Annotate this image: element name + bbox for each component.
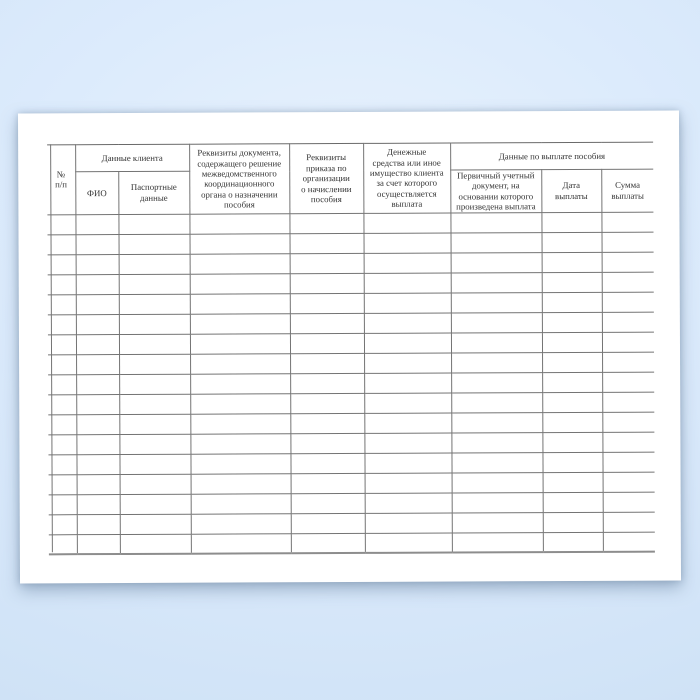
empty-cell [290, 433, 364, 453]
table-row [48, 412, 654, 435]
empty-cell [543, 472, 603, 492]
empty-cell [76, 414, 119, 434]
empty-cell [364, 253, 451, 273]
empty-cell [542, 312, 602, 332]
table-row [49, 532, 655, 555]
empty-cell [120, 474, 191, 494]
empty-cell [189, 213, 289, 233]
empty-cell [119, 434, 190, 454]
empty-cell [191, 533, 291, 553]
empty-cell [191, 473, 291, 493]
empty-cell [48, 454, 76, 474]
col-header-fio: ФИО [75, 172, 118, 215]
empty-cell [542, 432, 602, 452]
empty-cell [191, 513, 291, 533]
empty-cell [291, 533, 365, 553]
empty-cell [190, 393, 290, 413]
empty-cell [365, 513, 452, 533]
col-header-payment-sum: Сумма выплаты [601, 169, 653, 212]
empty-cell [48, 434, 76, 454]
empty-cell [119, 414, 190, 434]
empty-cell [119, 394, 190, 414]
empty-cell [290, 453, 364, 473]
empty-cell [77, 514, 120, 534]
col-header-document-details: Реквизиты документа, содержащего решение межведомственного координационного органа о назначении пособия [189, 144, 289, 214]
empty-cell [364, 393, 451, 413]
empty-cell [76, 254, 119, 274]
empty-cell [119, 274, 190, 294]
empty-cell [190, 373, 290, 393]
empty-cell [364, 313, 451, 333]
empty-cell [451, 432, 542, 452]
empty-cell [542, 292, 602, 312]
empty-cell [48, 254, 76, 274]
empty-cell [364, 233, 451, 253]
table-header [47, 142, 653, 214]
empty-cell [290, 393, 364, 413]
col-header-primary-document: Первичный учетный документ, на основании которого произведена выплата [450, 170, 541, 213]
empty-cell [451, 232, 542, 252]
empty-cell [602, 272, 654, 292]
empty-cell [290, 373, 364, 393]
empty-cell [451, 452, 542, 472]
empty-cell [48, 414, 76, 434]
empty-cell [119, 234, 190, 254]
empty-cell [119, 314, 190, 334]
empty-cell [291, 473, 365, 493]
empty-cell [190, 253, 290, 273]
empty-cell [603, 472, 655, 492]
empty-cell [542, 232, 602, 252]
empty-cell [48, 294, 76, 314]
empty-cell [119, 254, 190, 274]
table-row [48, 232, 654, 255]
empty-cell [364, 373, 451, 393]
empty-cell [190, 413, 290, 433]
empty-cell [451, 372, 542, 392]
empty-cell [602, 292, 654, 312]
empty-cell [542, 452, 602, 472]
empty-cell [48, 274, 76, 294]
empty-cell [451, 292, 542, 312]
empty-cell [364, 293, 451, 313]
empty-cell [450, 212, 541, 232]
empty-cell [290, 293, 364, 313]
empty-cell [602, 312, 654, 332]
empty-cell [543, 492, 603, 512]
empty-cell [76, 454, 119, 474]
table-row [48, 272, 654, 295]
empty-cell [76, 274, 119, 294]
table-row [49, 492, 655, 515]
table-row [47, 212, 653, 235]
empty-cell [542, 412, 602, 432]
empty-cell [602, 452, 654, 472]
empty-cell [191, 493, 291, 513]
empty-cell [452, 492, 543, 512]
table-row [48, 352, 654, 375]
empty-cell [290, 273, 364, 293]
empty-cell [601, 212, 653, 232]
empty-cell [602, 432, 654, 452]
empty-cell [451, 332, 542, 352]
empty-cell [120, 534, 191, 554]
paper-sheet [18, 111, 681, 584]
empty-cell [364, 413, 451, 433]
empty-cell [364, 433, 451, 453]
empty-cell [542, 372, 602, 392]
empty-cell [603, 512, 655, 532]
empty-cell [542, 272, 602, 292]
empty-cell [119, 354, 190, 374]
empty-cell [603, 532, 655, 552]
table-row [48, 452, 654, 475]
empty-cell [451, 412, 542, 432]
empty-cell [542, 332, 602, 352]
empty-cell [190, 313, 290, 333]
empty-cell [542, 252, 602, 272]
empty-cell [451, 392, 542, 412]
empty-cell [76, 394, 119, 414]
empty-cell [542, 392, 602, 412]
empty-cell [291, 493, 365, 513]
empty-cell [289, 213, 363, 233]
empty-cell [120, 514, 191, 534]
empty-cell [542, 352, 602, 372]
empty-cell [48, 234, 76, 254]
empty-cell [190, 293, 290, 313]
empty-cell [76, 434, 119, 454]
empty-cell [364, 333, 451, 353]
empty-cell [290, 313, 364, 333]
empty-cell [602, 252, 654, 272]
empty-cell [48, 314, 76, 334]
table-row [48, 392, 654, 415]
table-body [47, 212, 655, 555]
table-row [48, 252, 654, 275]
empty-cell [602, 332, 654, 352]
empty-cell [119, 334, 190, 354]
empty-cell [48, 354, 76, 374]
empty-cell [77, 474, 120, 494]
empty-cell [602, 412, 654, 432]
empty-cell [190, 433, 290, 453]
empty-cell [76, 314, 119, 334]
table-row [48, 292, 654, 315]
col-header-passport: Паспортные данные [118, 171, 189, 214]
empty-cell [119, 374, 190, 394]
register-table-area [47, 142, 655, 556]
empty-cell [76, 374, 119, 394]
col-header-payment-date: Дата выплаты [541, 169, 601, 212]
col-header-order-details: Реквизиты приказа по организации о начислении пособия [289, 143, 363, 213]
empty-cell [76, 334, 119, 354]
empty-cell [290, 413, 364, 433]
empty-cell [49, 534, 77, 554]
empty-cell [190, 273, 290, 293]
col-header-row-number: № п/п [47, 145, 75, 215]
empty-cell [364, 453, 451, 473]
group-header-payment-data: Данные по выплате пособия [450, 142, 653, 170]
empty-cell [77, 534, 120, 554]
empty-cell [452, 472, 543, 492]
empty-cell [190, 353, 290, 373]
empty-cell [290, 253, 364, 273]
empty-cell [364, 273, 451, 293]
empty-cell [451, 272, 542, 292]
empty-cell [118, 214, 189, 234]
empty-cell [119, 454, 190, 474]
empty-cell [543, 512, 603, 532]
empty-cell [190, 233, 290, 253]
empty-cell [365, 493, 452, 513]
empty-cell [48, 394, 76, 414]
empty-cell [452, 512, 543, 532]
table-row [49, 512, 655, 535]
empty-cell [49, 474, 77, 494]
empty-cell [190, 453, 290, 473]
table-row [48, 432, 654, 455]
empty-cell [603, 492, 655, 512]
empty-cell [291, 513, 365, 533]
empty-cell [602, 352, 654, 372]
group-header-client-data: Данные клиента [75, 144, 189, 171]
empty-cell [49, 494, 77, 514]
empty-cell [119, 294, 190, 314]
empty-cell [290, 233, 364, 253]
table-row [49, 472, 655, 495]
empty-cell [77, 494, 120, 514]
empty-cell [76, 234, 119, 254]
empty-cell [602, 372, 654, 392]
empty-cell [365, 473, 452, 493]
empty-cell [451, 252, 542, 272]
empty-cell [541, 212, 601, 232]
table-row [48, 332, 654, 355]
empty-cell [543, 532, 603, 552]
empty-cell [49, 514, 77, 534]
empty-cell [452, 532, 543, 552]
header-row-groups [47, 142, 653, 172]
empty-cell [451, 312, 542, 332]
empty-cell [48, 334, 76, 354]
empty-cell [190, 333, 290, 353]
empty-cell [290, 333, 364, 353]
empty-cell [48, 374, 76, 394]
empty-cell [76, 354, 119, 374]
empty-cell [365, 533, 452, 553]
empty-cell [602, 232, 654, 252]
table-row [48, 372, 654, 395]
empty-cell [47, 214, 75, 234]
empty-cell [363, 213, 450, 233]
empty-cell [76, 294, 119, 314]
empty-cell [364, 353, 451, 373]
empty-cell [602, 392, 654, 412]
col-header-funds: Денежные средства или иное имущество клиента за счет которого осуществляется выплата [363, 143, 450, 213]
benefit-payment-register-table [47, 142, 655, 556]
empty-cell [290, 353, 364, 373]
empty-cell [120, 494, 191, 514]
table-row [48, 312, 654, 335]
empty-cell [451, 352, 542, 372]
empty-cell [75, 214, 118, 234]
